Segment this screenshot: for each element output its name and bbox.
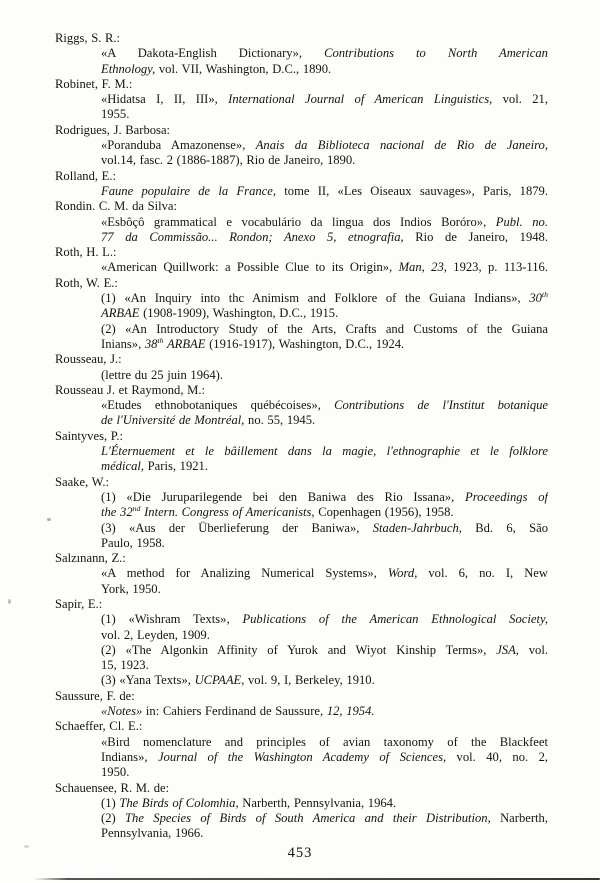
- entry-line: [55, 291, 548, 306]
- entry-text-segment: th: [157, 336, 164, 345]
- entry-text-segment: Copenhagen (1956), 1958.: [314, 505, 454, 520]
- entry-line: [55, 658, 548, 673]
- entry-text-segment: in: Cahiers Ferdinand de Saussure,: [142, 704, 327, 719]
- entry-text-segment: «Esbôçô grammatical e vocabulário da lingua dos Indios Boróro»,: [101, 214, 496, 229]
- entry-line: [55, 765, 548, 780]
- entry-line: [55, 566, 548, 581]
- entry-author: Rousseau, J.:: [55, 352, 122, 367]
- entry-line: [55, 368, 548, 383]
- entry-author: Rolland, E.:: [55, 168, 117, 183]
- entry-text-segment: UCPAAE,: [194, 673, 245, 688]
- bibliography-entry: [55, 383, 548, 429]
- entry-text-segment: no. 55, 1945.: [244, 413, 316, 428]
- entry-line: [55, 643, 548, 658]
- entry-line: [55, 322, 548, 337]
- entry-line: [55, 92, 548, 107]
- bibliography-entry: [55, 551, 548, 597]
- entry-line: [55, 612, 548, 627]
- entry-text-segment: «Poranduba Amazonense»,: [101, 138, 256, 153]
- entry-text-segment: «Etudes ethnobotaniques québécoises»,: [101, 398, 335, 413]
- entry-line: [55, 505, 548, 520]
- entry-line: [55, 750, 548, 765]
- entry-text-segment: The Species of Birds of South America and their Distribution,: [125, 811, 491, 826]
- bibliography-entry: [55, 352, 548, 383]
- entry-line: [55, 138, 548, 153]
- entry-author: Rondin. C. M. da Silva:: [55, 199, 177, 214]
- entry-line: [55, 582, 548, 597]
- scan-speck: [8, 599, 11, 604]
- entry-author: Roth, W. E.:: [55, 275, 118, 290]
- entry-text-segment: 12, 1954.: [326, 704, 375, 719]
- scan-speck: [47, 518, 51, 521]
- entry-text-segment: 77 da Commissão... Rondon; Anexo 5, etnografia,: [101, 229, 404, 244]
- entry-text-segment: tome II, «Les Oiseaux sauvages», Paris, 1879.: [276, 183, 548, 198]
- entry-text-segment: the 32: [101, 505, 133, 520]
- entry-text-segment: 1923, p. 113-116.: [446, 260, 548, 275]
- entry-line: [55, 398, 548, 413]
- entry-line: [55, 215, 548, 230]
- entry-text-segment: JSA,: [496, 642, 519, 657]
- scan-edge-artifact: [34, 878, 600, 880]
- entry-text-segment: Pennsylvania, 1966.: [101, 826, 204, 841]
- entry-author: Rousseau J. et Raymond, M.:: [55, 382, 205, 397]
- entry-text-segment: (2) «An Introductory Study of the Arts, Crafts and Customs of the Guiana: [101, 321, 548, 336]
- entry-text-segment: «American Quillwork: a Possible Clue to its Origin»,: [101, 260, 399, 275]
- entry-text-segment: vol.14, fasc. 2 (1886-1887), Rio de Janeiro, 1890.: [101, 153, 356, 168]
- entry-text-segment: Anais da Biblioteca nacional de Rio de Janeiro,: [255, 138, 548, 153]
- entry-text-segment: Journal of the Washington Academy of Sciences,: [157, 749, 447, 764]
- entry-text-segment: 30: [529, 291, 542, 306]
- entry-text-segment: (1) «An Inquiry into thc Animism and Folklore of the Guiana Indians»,: [101, 291, 530, 306]
- entry-text-segment: Faune populaire de la France,: [101, 183, 276, 198]
- entry-text-segment: 38: [144, 336, 158, 351]
- entry-text-segment: Contributions de l'Institut botanique: [334, 398, 548, 413]
- entry-line: [55, 490, 548, 505]
- entry-text-segment: Contributions to North American: [324, 46, 548, 61]
- entry-line: [55, 521, 548, 536]
- entry-author: Robinet, F. M.:: [55, 76, 133, 91]
- entry-text-segment: Intern. Congress of Americanists,: [140, 505, 315, 520]
- entry-text-segment: «A Dakota-English Dictionary»,: [101, 46, 325, 61]
- entry-text-segment: Indians»,: [101, 749, 158, 764]
- entry-text-segment: York, 1950.: [101, 581, 161, 596]
- entry-text-segment: «A method for Analizing Numerical Systems»,: [101, 566, 388, 581]
- bibliography-entry: [55, 475, 548, 551]
- entry-line: [55, 337, 548, 352]
- entry-author: Saussure, F. de:: [55, 688, 135, 703]
- entry-text-segment: vol. 21,: [492, 92, 548, 107]
- entry-text-segment: Paris, 1921.: [144, 459, 208, 474]
- entry-line: [55, 536, 548, 551]
- entry-line: [55, 796, 548, 811]
- entry-text-segment: (1908-1909), Washington, D.C., 1915.: [139, 306, 339, 321]
- entry-text-segment: (1) «Wishram Texts»,: [101, 612, 243, 627]
- entry-text-segment: (1) «Die Juruparilegende bei den Baniwa des Rio Issana»,: [101, 489, 465, 504]
- entry-text-segment: th: [541, 291, 548, 299]
- entry-text-segment: 1950.: [101, 765, 130, 780]
- entry-line: [55, 628, 548, 643]
- entry-author: Roth, H. L.:: [55, 245, 117, 260]
- entry-line: [55, 413, 548, 428]
- entry-line: [55, 184, 548, 199]
- entry-text-segment: 15, 1923.: [101, 658, 149, 673]
- entry-author: Riggs, S. R.:: [55, 31, 121, 45]
- entry-text-segment: «Hidatsa I, II, III»,: [101, 92, 229, 107]
- entry-text-segment: vol. 9, I, Berkeley, 1910.: [244, 673, 375, 688]
- entry-line: [55, 459, 548, 474]
- entry-line: [55, 46, 548, 61]
- entry-text-segment: Man, 23,: [398, 260, 447, 275]
- entry-text-segment: Rio de Janeiro, 1948.: [403, 229, 548, 244]
- entry-text-segment: vol. 6, no. I, New: [417, 566, 548, 581]
- bibliography-entry: [55, 719, 548, 780]
- entry-text-segment: «Notes»: [101, 704, 143, 719]
- scan-speck: [24, 845, 29, 848]
- entry-text-segment: 1955.: [101, 107, 130, 122]
- bibliography-entry: [55, 199, 548, 245]
- entry-text-segment: (1): [101, 795, 120, 810]
- entry-author: Saake, W.:: [55, 474, 110, 489]
- entry-author: Schauensee, R. M. de:: [55, 780, 170, 795]
- entry-text-segment: ARBAE: [163, 336, 206, 351]
- bibliography-entry: [55, 276, 548, 352]
- entry-text-segment: Ethnology,: [101, 61, 156, 76]
- entry-text-segment: Word,: [387, 566, 418, 581]
- entry-text-segment: vol. VII, Washington, D.C., 1890.: [155, 61, 332, 76]
- bibliography-entry: [55, 245, 548, 276]
- entry-text-segment: vol.: [518, 642, 548, 657]
- entry-text-segment: (2): [101, 811, 126, 826]
- entry-text-segment: (2) «The Algonkin Affinity of Yurok and Wiyot Kinship Terms»,: [101, 642, 497, 657]
- entry-text-segment: Inians»,: [101, 336, 145, 351]
- entry-line: [55, 444, 548, 459]
- entry-text-segment: (1916-1917), Washington, D.C., 1924.: [205, 336, 405, 351]
- entry-line: [55, 811, 548, 826]
- entry-author: Schaeffer, Cl. E.:: [55, 719, 143, 734]
- entry-text-segment: Narberth, Pennsylvania, 1964.: [238, 795, 397, 810]
- entry-author: Saintyves, P.:: [55, 428, 124, 443]
- entry-line: [55, 673, 548, 688]
- entry-text-segment: ARBAE: [101, 306, 140, 321]
- entry-text-segment: Publications of the American Ethnological Society,: [242, 612, 548, 627]
- bibliography-entry: [55, 781, 548, 842]
- entry-text-segment: (3) «Yana Texts»,: [101, 673, 195, 688]
- page-number: 453: [287, 845, 313, 861]
- entry-text-segment: L'Éternuement et le bâillement dans la magie, l'ethnographie et le folklore: [101, 444, 548, 459]
- entry-text-segment: Bd. 6, São: [461, 520, 548, 535]
- bibliography-list: [55, 31, 548, 842]
- bibliography-entry: [55, 429, 548, 475]
- bibliography-entry: [55, 169, 548, 200]
- entry-text-segment: de l'Université de Montréal,: [101, 413, 245, 428]
- entry-line: [55, 107, 548, 122]
- entry-line: [55, 826, 548, 841]
- entry-text-segment: International Journal of American Linguistics,: [228, 92, 493, 107]
- bibliography-entry: [55, 597, 548, 689]
- entry-text-segment: nd: [132, 505, 141, 514]
- entry-line: [55, 62, 548, 77]
- entry-text-segment: Paulo, 1958.: [101, 535, 165, 550]
- entry-text-segment: (lettre du 25 juin 1964).: [101, 367, 223, 382]
- entry-text-segment: Staden-Jahrbuch,: [372, 520, 462, 535]
- bibliography-entry: [55, 689, 548, 720]
- entry-text-segment: Publ. no.: [495, 214, 548, 229]
- entry-text-segment: Narberth,: [490, 811, 548, 826]
- entry-line: [55, 153, 548, 168]
- entry-line: [55, 230, 548, 245]
- entry-author: Rodrigues, J. Barbosa:: [55, 122, 171, 137]
- entry-text-segment: «Bird nomenclature and principles of avian taxonomy of the Blackfeet: [101, 734, 548, 749]
- bibliography-entry: [55, 77, 548, 123]
- entry-text-segment: Proceedings of: [465, 489, 548, 504]
- bibliography-entry: [55, 123, 548, 169]
- entry-line: [55, 735, 548, 750]
- entry-line: [55, 260, 548, 275]
- entry-text-segment: médical,: [101, 459, 145, 474]
- entry-line: [55, 704, 548, 719]
- entry-author: Salzınann, Z.:: [55, 551, 126, 566]
- entry-text-segment: vol. 40, no. 2,: [446, 749, 548, 764]
- bibliography-entry: [55, 31, 548, 77]
- entry-text-segment: vol. 2, Leyden, 1909.: [101, 627, 210, 642]
- entry-text-segment: (3) «Aus der Überlieferung der Baniwa»,: [101, 520, 373, 535]
- entry-line: [55, 306, 548, 321]
- entry-author: Sapir, E.:: [55, 596, 103, 611]
- entry-text-segment: The Birds of Colomhia,: [119, 795, 239, 810]
